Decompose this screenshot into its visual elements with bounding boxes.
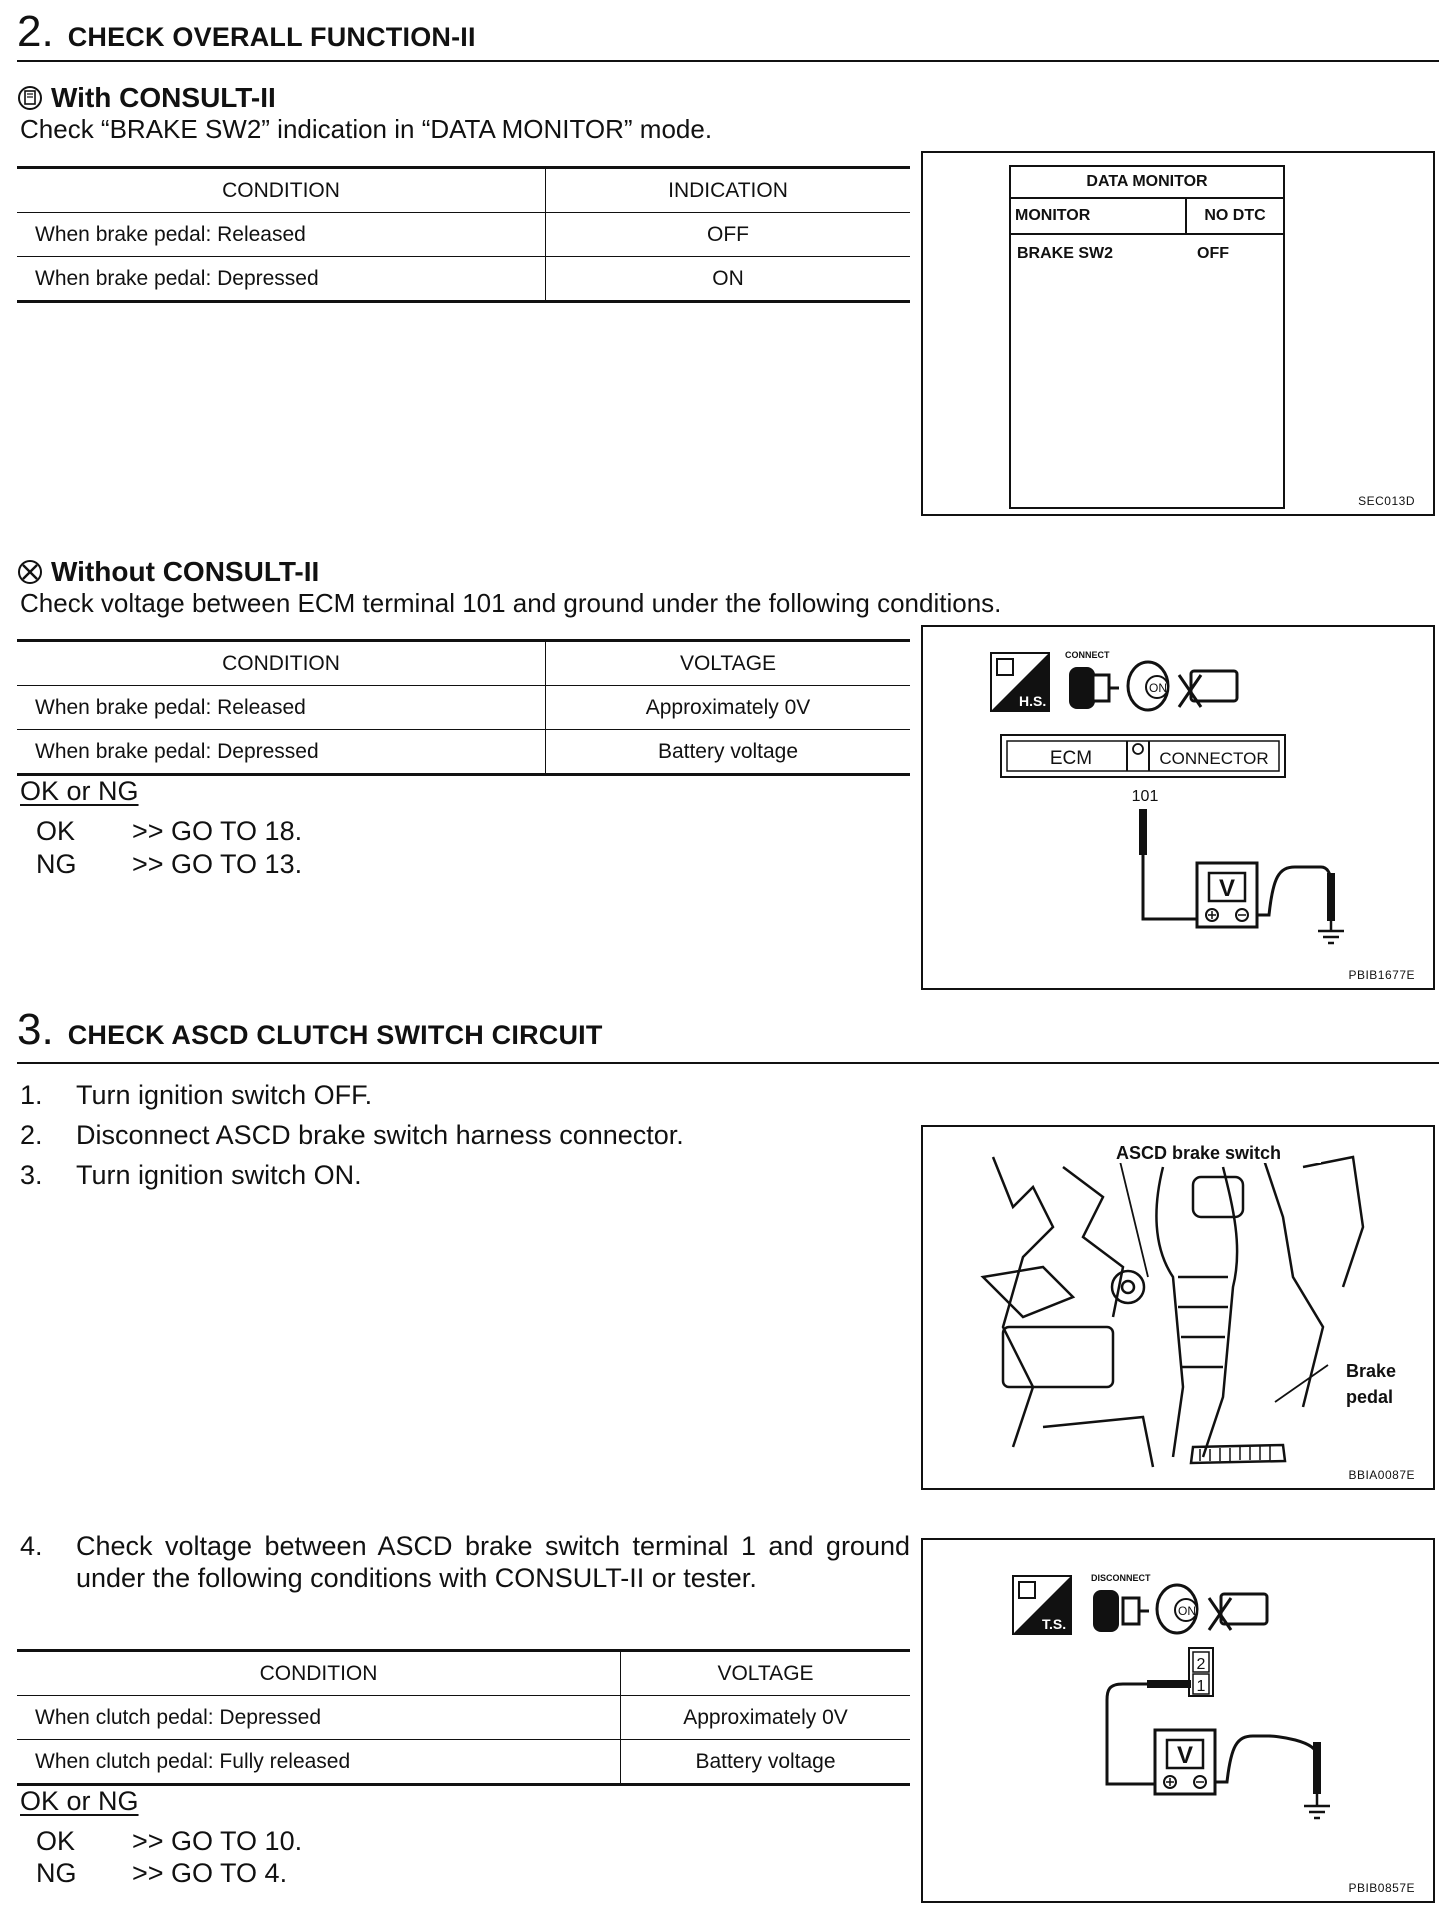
divider <box>17 60 1439 62</box>
list-item <box>20 1120 684 1151</box>
disconnect-icon <box>1093 1590 1149 1632</box>
terminal-label: 101 <box>1131 788 1159 805</box>
table-header: CONDITION <box>17 168 546 213</box>
pin-1-label: 1 <box>1196 1678 1206 1695</box>
data-monitor-figure <box>921 151 1435 516</box>
item-number: 4. <box>20 1531 43 1561</box>
disconnect-label: DISCONNECT <box>1091 1573 1151 1583</box>
on-label: ON <box>1149 681 1167 695</box>
no-consult-icon <box>17 559 43 585</box>
ok-ng-heading: OK or NG <box>20 1786 139 1816</box>
ok-ng-heading: OK or NG <box>20 776 139 806</box>
item-text: Disconnect ASCD brake switch harness connector. <box>76 1120 684 1150</box>
ascd-switch-photo <box>921 1125 1435 1490</box>
with-consult-title: With CONSULT-II <box>51 82 276 113</box>
without-consult-title: Without CONSULT-II <box>51 556 320 587</box>
ok-goto-link[interactable]: >> GO TO 18. <box>132 816 303 846</box>
item-number: 2. <box>20 1120 43 1150</box>
pedal-callout-2: pedal <box>1346 1387 1394 1407</box>
monitor-screen <box>1009 165 1285 509</box>
table-cell: When brake pedal: Depressed <box>17 257 546 302</box>
pin-2-label: 2 <box>1196 1656 1206 1673</box>
on-label: ON <box>1178 1604 1196 1618</box>
with-consult-heading <box>17 82 276 114</box>
monitor-column: MONITOR <box>1011 199 1187 233</box>
ok-goto-link[interactable]: >> GO TO 10. <box>132 1826 303 1856</box>
list-item <box>20 1080 372 1111</box>
table-cell: OFF <box>546 213 911 257</box>
meter-label: V <box>1176 1742 1194 1769</box>
figure-code: SEC013D <box>1358 494 1415 508</box>
item-text: Turn ignition switch OFF. <box>76 1080 373 1110</box>
switch-voltage-figure <box>921 1538 1435 1903</box>
status-column: NO DTC <box>1204 207 1266 224</box>
voltage-table <box>17 639 910 776</box>
connect-label: CONNECT <box>1065 650 1110 660</box>
ng-key: NG <box>36 849 77 879</box>
table-row <box>17 1740 910 1785</box>
ok-result <box>36 1826 302 1857</box>
table-cell: When brake pedal: Released <box>17 213 546 257</box>
meter-label: V <box>1218 875 1236 902</box>
table-row <box>17 730 910 775</box>
ng-result <box>36 849 302 880</box>
clutch-voltage-table <box>17 1649 910 1786</box>
switch-callout: ASCD brake switch <box>1116 1143 1282 1163</box>
engine-icon <box>1209 1594 1267 1630</box>
consult-icon <box>17 85 43 111</box>
figure-code: PBIB0857E <box>1348 1881 1415 1895</box>
item-text: Turn ignition switch ON. <box>76 1160 362 1190</box>
item-number: 1. <box>20 1080 43 1110</box>
ecm-label: ECM <box>1049 748 1093 769</box>
ng-result <box>36 1858 287 1889</box>
table-cell: When clutch pedal: Fully released <box>17 1740 621 1785</box>
step-number: 3. <box>17 1005 54 1054</box>
step-2-header <box>17 7 476 56</box>
connector-icon <box>1069 667 1119 709</box>
table-row <box>17 686 910 730</box>
ok-result <box>36 816 302 847</box>
table-cell: Battery voltage <box>546 730 911 775</box>
table-header: INDICATION <box>546 168 911 213</box>
connector-label: CONNECTOR <box>1159 749 1269 768</box>
ecm-circuit-diagram <box>923 627 1433 988</box>
figure-code: PBIB1677E <box>1348 968 1415 982</box>
step-title: CHECK OVERALL FUNCTION-II <box>67 22 476 52</box>
engine-icon <box>1179 671 1237 707</box>
list-item <box>20 1160 362 1191</box>
table-header: CONDITION <box>17 1651 621 1696</box>
ok-key: OK <box>36 1826 76 1856</box>
table-header: CONDITION <box>17 641 546 686</box>
screen-title: DATA MONITOR <box>1011 167 1283 199</box>
with-consult-instruction: Check “BRAKE SW2” indication in “DATA MONITOR” mode. <box>20 114 713 144</box>
ok-key: OK <box>36 816 76 846</box>
table-header: VOLTAGE <box>621 1651 911 1696</box>
item-text: Check voltage between ASCD brake switch terminal 1 and ground under the following conditions with CONSULT-II or tester. <box>76 1531 910 1593</box>
pedal-callout-1: Brake <box>1346 1361 1397 1381</box>
step-title: CHECK ASCD CLUTCH SWITCH CIRCUIT <box>67 1020 603 1050</box>
table-row <box>17 1696 910 1740</box>
step-3-header <box>17 1005 603 1054</box>
table-cell: When brake pedal: Released <box>17 686 546 730</box>
monitor-item-name: BRAKE SW2 <box>1017 245 1114 262</box>
table-cell: Approximately 0V <box>546 686 911 730</box>
divider <box>17 1062 1439 1064</box>
ecm-voltage-figure <box>921 625 1435 990</box>
brake-pedal-illustration <box>923 1127 1433 1488</box>
figure-code: BBIA0087E <box>1348 1468 1415 1482</box>
without-consult-instruction: Check voltage between ECM terminal 101 and ground under the following conditions. <box>20 588 1002 618</box>
table-cell: Battery voltage <box>621 1740 911 1785</box>
ts-label: T.S. <box>1042 1616 1067 1632</box>
table-cell: When brake pedal: Depressed <box>17 730 546 775</box>
table-header: VOLTAGE <box>546 641 911 686</box>
without-consult-heading <box>17 556 319 588</box>
ng-key: NG <box>36 1858 77 1888</box>
table-row <box>17 257 910 302</box>
ng-goto-link[interactable]: >> GO TO 4. <box>132 1858 288 1888</box>
hs-label: H.S. <box>1019 693 1047 709</box>
ng-goto-link[interactable]: >> GO TO 13. <box>132 849 303 879</box>
table-cell: Approximately 0V <box>621 1696 911 1740</box>
table-cell: When clutch pedal: Depressed <box>17 1696 621 1740</box>
monitor-item-value: OFF <box>1197 245 1229 262</box>
item-number: 3. <box>20 1160 43 1190</box>
step-number: 2. <box>17 7 54 56</box>
switch-circuit-diagram <box>923 1540 1433 1901</box>
list-item <box>20 1530 910 1594</box>
table-row <box>17 213 910 257</box>
indication-table <box>17 166 910 303</box>
table-cell: ON <box>546 257 911 302</box>
